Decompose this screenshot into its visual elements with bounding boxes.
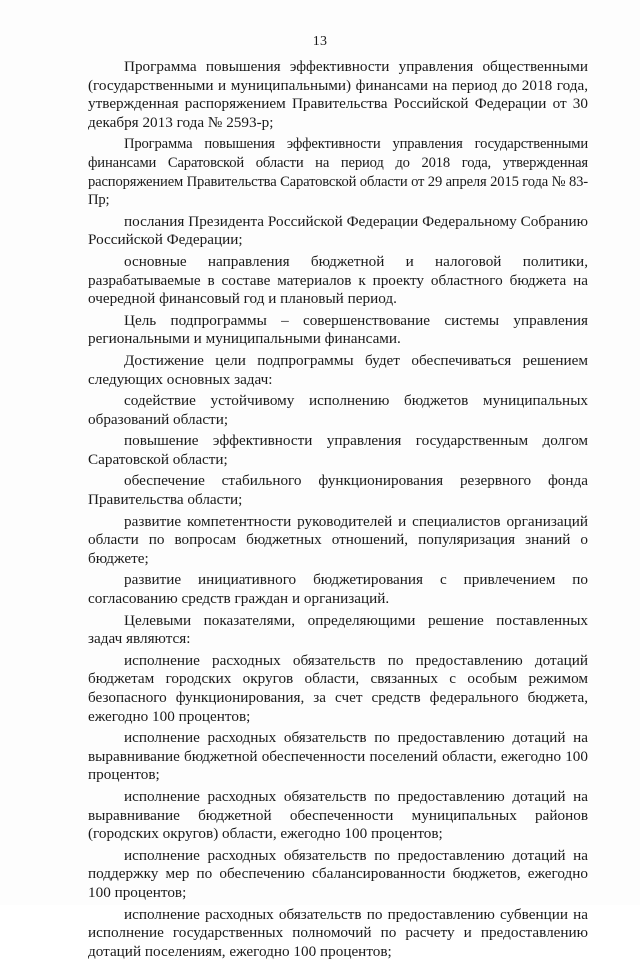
paragraph: Программа повышения эффективности управления общественными (государственными и муниципальными) финансами на период до 2018 года, утвержденная распоряжением Правительства Российской Федерации от 30 декабря 2013 года № 2593-р; xyxy=(88,58,588,131)
paragraph: повышение эффективности управления государственным долгом Саратовской области; xyxy=(88,432,588,468)
paragraph: исполнение расходных обязательств по предоставлению дотаций на выравнивание бюджетной обеспеченности поселений области, ежегодно 100 процентов; xyxy=(88,729,588,784)
paragraph: развитие инициативного бюджетирования с привлечением по согласованию средств граждан и организаций. xyxy=(88,571,588,608)
paragraph: исполнение расходных обязательств по предоставлению субвенции на исполнение государственных полномочий по расчету и предоставлению дотаций поселениям, ежегодно 100 процентов; xyxy=(88,905,588,960)
paragraph: исполнение расходных обязательств по предоставлению дотаций на поддержку мер по обеспечению сбалансированности бюджетов, ежегодно 100 процентов; xyxy=(88,846,588,901)
paragraph: содействие устойчивому исполнению бюджетов муниципальных образований области; xyxy=(88,392,588,428)
paragraph: исполнение расходных обязательств по предоставлению дотаций на выравнивание бюджетной обеспеченности муниципальных районов (городских округов) области, ежегодно 100 процентов; xyxy=(88,787,588,843)
paragraph: обеспечение стабильного функционирования резервного фонда Правительства области; xyxy=(88,472,588,509)
document-body xyxy=(88,58,588,964)
page-number: 13 xyxy=(312,34,328,49)
paragraph: развитие компетентности руководителей и специалистов организаций области по вопросам бюджетных отношений, популяризация знаний о бюджете; xyxy=(88,512,588,567)
paragraph: исполнение расходных обязательств по предоставлению дотаций бюджетам городских округов области, связанных с особым режимом безопасного функционирования, за счет средств федерального бюджета, ежегодно 100 процентов; xyxy=(88,651,588,725)
paragraph: основные направления бюджетной и налоговой политики, разрабатываемые в составе материалов к проекту областного бюджета на очередной финансовый год и плановый период. xyxy=(88,252,588,308)
paragraph: Цель подпрограммы – совершенствование системы управления региональными и муниципальными финансами. xyxy=(88,311,588,348)
paragraph: Целевыми показателями, определяющими решение поставленных задач являются: xyxy=(88,611,588,648)
paragraph: Программа повышения эффективности управления государственными финансами Саратовской области на период до 2018 года, утвержденная распоряжением Правительства Саратовской области от 29 апреля 2015 года № 83-Пр; xyxy=(88,136,588,209)
paragraph: послания Президента Российской Федерации Федеральному Собранию Российской Федерации; xyxy=(88,212,588,249)
paragraph: Достижение цели подпрограммы будет обеспечиваться решением следующих основных задач: xyxy=(88,351,588,388)
